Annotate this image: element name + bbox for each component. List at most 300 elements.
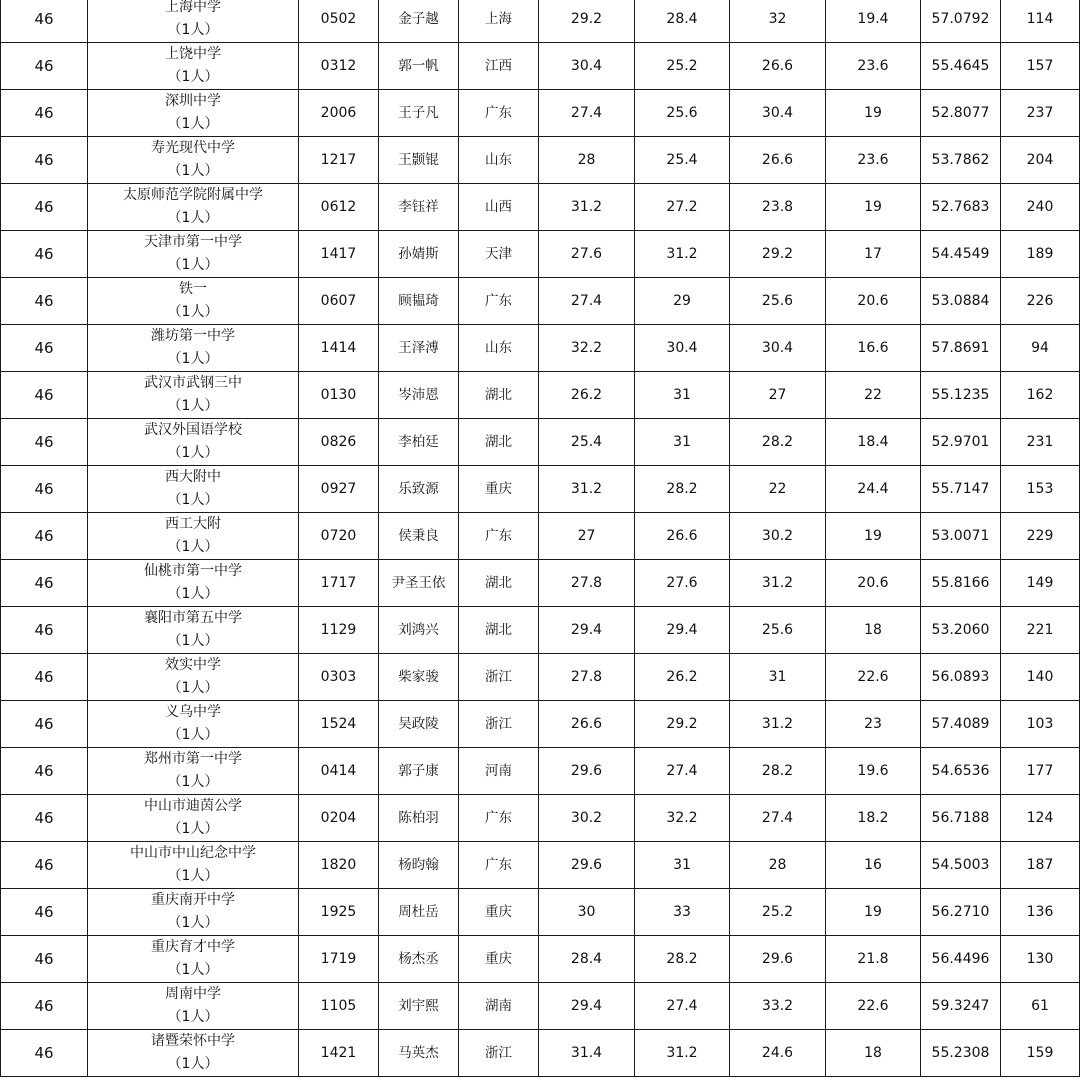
id-cell: 0414 — [299, 748, 379, 795]
student-name-cell: 金子越 — [379, 0, 459, 43]
school-name: 诸暨荣怀中学 — [151, 1033, 235, 1049]
province-cell: 广东 — [459, 90, 539, 137]
school-name: 寿光现代中学 — [151, 140, 235, 156]
id-cell: 2006 — [299, 90, 379, 137]
score-1-cell: 32.2 — [539, 325, 635, 372]
school-cell — [88, 607, 299, 654]
score-3-cell: 24.6 — [730, 1030, 826, 1077]
score-3-cell: 33.2 — [730, 983, 826, 1030]
score-3-cell: 31.2 — [730, 560, 826, 607]
position-cell: 229 — [1001, 513, 1080, 560]
id-cell: 1524 — [299, 701, 379, 748]
score-3-cell: 30.4 — [730, 325, 826, 372]
score-3-cell: 25.6 — [730, 278, 826, 325]
province-cell: 河南 — [459, 748, 539, 795]
total-score-cell: 55.7147 — [921, 466, 1001, 513]
table-row — [1, 842, 1080, 889]
id-cell: 0826 — [299, 419, 379, 466]
table-row — [1, 278, 1080, 325]
school-name: 武汉外国语学校 — [144, 422, 242, 438]
id-cell: 0502 — [299, 0, 379, 43]
province-cell: 山西 — [459, 184, 539, 231]
score-3-cell: 29.6 — [730, 936, 826, 983]
total-score-cell: 55.4645 — [921, 43, 1001, 90]
province-cell: 广东 — [459, 278, 539, 325]
school-name: 太原师范学院附属中学 — [123, 187, 263, 203]
position-cell: 130 — [1001, 936, 1080, 983]
student-name-cell: 杨昀翰 — [379, 842, 459, 889]
school-count: （1人） — [167, 774, 219, 790]
school-count: （1人） — [167, 304, 219, 320]
table-row — [1, 466, 1080, 513]
score-3-cell: 25.6 — [730, 607, 826, 654]
score-1-cell: 27.4 — [539, 90, 635, 137]
table-row — [1, 654, 1080, 701]
id-cell: 1820 — [299, 842, 379, 889]
rank-cell: 46 — [1, 419, 88, 466]
school-cell — [88, 701, 299, 748]
province-cell: 广东 — [459, 795, 539, 842]
school-count: （1人） — [167, 680, 219, 696]
score-3-cell: 29.2 — [730, 231, 826, 278]
score-4-cell: 19.4 — [826, 0, 921, 43]
score-1-cell: 30.4 — [539, 43, 635, 90]
score-2-cell: 26.2 — [635, 654, 730, 701]
school-name: 中山市中山纪念中学 — [130, 845, 256, 861]
score-2-cell: 25.6 — [635, 90, 730, 137]
score-3-cell: 27.4 — [730, 795, 826, 842]
score-3-cell: 30.4 — [730, 90, 826, 137]
student-name-cell: 李钰祥 — [379, 184, 459, 231]
score-4-cell: 24.4 — [826, 466, 921, 513]
school-name: 襄阳市第五中学 — [144, 610, 242, 626]
school-cell — [88, 137, 299, 184]
id-cell: 1421 — [299, 1030, 379, 1077]
student-name-cell: 孙婧斯 — [379, 231, 459, 278]
rank-cell: 46 — [1, 231, 88, 278]
rank-cell: 46 — [1, 278, 88, 325]
score-2-cell: 31.2 — [635, 1030, 730, 1077]
student-name-cell: 王子凡 — [379, 90, 459, 137]
school-cell — [88, 842, 299, 889]
province-cell: 重庆 — [459, 889, 539, 936]
score-3-cell: 30.2 — [730, 513, 826, 560]
total-score-cell: 53.0884 — [921, 278, 1001, 325]
id-cell: 0607 — [299, 278, 379, 325]
score-3-cell: 22 — [730, 466, 826, 513]
table-body — [1, 0, 1080, 1077]
score-3-cell: 28.2 — [730, 748, 826, 795]
score-2-cell: 25.4 — [635, 137, 730, 184]
school-count: （1人） — [167, 539, 219, 555]
table-row — [1, 513, 1080, 560]
school-cell — [88, 43, 299, 90]
rank-cell: 46 — [1, 184, 88, 231]
score-4-cell: 22 — [826, 372, 921, 419]
score-1-cell: 29.6 — [539, 842, 635, 889]
school-cell — [88, 795, 299, 842]
score-1-cell: 28.4 — [539, 936, 635, 983]
school-name: 效实中学 — [165, 657, 221, 673]
school-cell — [88, 560, 299, 607]
score-2-cell: 29 — [635, 278, 730, 325]
table-row — [1, 325, 1080, 372]
score-1-cell: 31.2 — [539, 184, 635, 231]
score-2-cell: 28.2 — [635, 936, 730, 983]
school-count: （1人） — [167, 398, 219, 414]
school-count: （1人） — [167, 1056, 219, 1072]
school-count: （1人） — [167, 492, 219, 508]
position-cell: 237 — [1001, 90, 1080, 137]
score-1-cell: 27.8 — [539, 560, 635, 607]
score-2-cell: 28.2 — [635, 466, 730, 513]
position-cell: 94 — [1001, 325, 1080, 372]
table-row — [1, 231, 1080, 278]
total-score-cell: 53.7862 — [921, 137, 1001, 184]
province-cell: 重庆 — [459, 936, 539, 983]
id-cell: 0312 — [299, 43, 379, 90]
id-cell: 0612 — [299, 184, 379, 231]
total-score-cell: 57.4089 — [921, 701, 1001, 748]
student-name-cell: 尹圣王依 — [379, 560, 459, 607]
score-4-cell: 19 — [826, 90, 921, 137]
position-cell: 187 — [1001, 842, 1080, 889]
table-row — [1, 560, 1080, 607]
school-cell — [88, 419, 299, 466]
position-cell: 231 — [1001, 419, 1080, 466]
position-cell: 221 — [1001, 607, 1080, 654]
student-name-cell: 王泽溥 — [379, 325, 459, 372]
student-name-cell: 李柏廷 — [379, 419, 459, 466]
school-count: （1人） — [167, 868, 219, 884]
school-count: （1人） — [167, 22, 219, 38]
position-cell: 153 — [1001, 466, 1080, 513]
rank-cell: 46 — [1, 560, 88, 607]
total-score-cell: 52.9701 — [921, 419, 1001, 466]
position-cell: 162 — [1001, 372, 1080, 419]
id-cell: 1717 — [299, 560, 379, 607]
school-count: （1人） — [167, 727, 219, 743]
score-2-cell: 27.6 — [635, 560, 730, 607]
school-cell — [88, 936, 299, 983]
score-3-cell: 27 — [730, 372, 826, 419]
score-4-cell: 19.6 — [826, 748, 921, 795]
student-name-cell: 乐致源 — [379, 466, 459, 513]
id-cell: 0927 — [299, 466, 379, 513]
rank-cell: 46 — [1, 795, 88, 842]
rank-cell: 46 — [1, 513, 88, 560]
total-score-cell: 56.2710 — [921, 889, 1001, 936]
rank-cell: 46 — [1, 701, 88, 748]
student-name-cell: 马英杰 — [379, 1030, 459, 1077]
score-1-cell: 27.4 — [539, 278, 635, 325]
rank-cell: 46 — [1, 137, 88, 184]
rank-cell: 46 — [1, 748, 88, 795]
school-name: 武汉市武钢三中 — [144, 375, 242, 391]
id-cell: 0130 — [299, 372, 379, 419]
position-cell: 240 — [1001, 184, 1080, 231]
school-cell — [88, 748, 299, 795]
school-name: 周南中学 — [165, 986, 221, 1002]
score-3-cell: 32 — [730, 0, 826, 43]
school-cell — [88, 983, 299, 1030]
table-row — [1, 701, 1080, 748]
table-row — [1, 372, 1080, 419]
score-1-cell: 30.2 — [539, 795, 635, 842]
rank-cell: 46 — [1, 325, 88, 372]
score-1-cell: 27.6 — [539, 231, 635, 278]
rank-cell: 46 — [1, 889, 88, 936]
score-4-cell: 20.6 — [826, 278, 921, 325]
table-row — [1, 0, 1080, 43]
student-name-cell: 杨杰丞 — [379, 936, 459, 983]
province-cell: 天津 — [459, 231, 539, 278]
province-cell: 重庆 — [459, 466, 539, 513]
score-2-cell: 25.2 — [635, 43, 730, 90]
school-count: （1人） — [167, 821, 219, 837]
rank-cell: 46 — [1, 0, 88, 43]
school-name: 中山市迪茵公学 — [144, 798, 242, 814]
score-3-cell: 31.2 — [730, 701, 826, 748]
school-name: 上饶中学 — [165, 46, 221, 62]
school-name: 西工大附 — [165, 516, 221, 532]
score-2-cell: 26.6 — [635, 513, 730, 560]
position-cell: 157 — [1001, 43, 1080, 90]
province-cell: 广东 — [459, 513, 539, 560]
total-score-cell: 55.2308 — [921, 1030, 1001, 1077]
id-cell: 1105 — [299, 983, 379, 1030]
school-cell — [88, 889, 299, 936]
score-1-cell: 31.2 — [539, 466, 635, 513]
position-cell: 103 — [1001, 701, 1080, 748]
score-4-cell: 23.6 — [826, 43, 921, 90]
school-count: （1人） — [167, 163, 219, 179]
rank-cell: 46 — [1, 43, 88, 90]
score-3-cell: 28.2 — [730, 419, 826, 466]
table-row — [1, 1030, 1080, 1077]
position-cell: 61 — [1001, 983, 1080, 1030]
position-cell: 114 — [1001, 0, 1080, 43]
id-cell: 1417 — [299, 231, 379, 278]
score-1-cell: 28 — [539, 137, 635, 184]
school-cell — [88, 466, 299, 513]
position-cell: 226 — [1001, 278, 1080, 325]
score-4-cell: 18.2 — [826, 795, 921, 842]
total-score-cell: 53.0071 — [921, 513, 1001, 560]
student-name-cell: 柴家骏 — [379, 654, 459, 701]
position-cell: 124 — [1001, 795, 1080, 842]
school-count: （1人） — [167, 351, 219, 367]
school-cell — [88, 1030, 299, 1077]
total-score-cell: 52.8077 — [921, 90, 1001, 137]
school-name: 天津市第一中学 — [144, 234, 242, 250]
score-2-cell: 33 — [635, 889, 730, 936]
score-3-cell: 25.2 — [730, 889, 826, 936]
province-cell: 上海 — [459, 0, 539, 43]
school-name: 铁一 — [179, 281, 207, 297]
score-1-cell: 26.2 — [539, 372, 635, 419]
id-cell: 0720 — [299, 513, 379, 560]
score-2-cell: 27.2 — [635, 184, 730, 231]
school-count: （1人） — [167, 116, 219, 132]
score-4-cell: 23.6 — [826, 137, 921, 184]
school-cell — [88, 372, 299, 419]
score-4-cell: 18 — [826, 607, 921, 654]
score-4-cell: 21.8 — [826, 936, 921, 983]
score-4-cell: 18 — [826, 1030, 921, 1077]
position-cell: 149 — [1001, 560, 1080, 607]
total-score-cell: 52.7683 — [921, 184, 1001, 231]
score-2-cell: 31 — [635, 372, 730, 419]
score-3-cell: 26.6 — [730, 137, 826, 184]
school-cell — [88, 0, 299, 43]
score-4-cell: 18.4 — [826, 419, 921, 466]
province-cell: 湖北 — [459, 419, 539, 466]
id-cell: 1925 — [299, 889, 379, 936]
student-name-cell: 刘鸿兴 — [379, 607, 459, 654]
table-row — [1, 795, 1080, 842]
total-score-cell: 53.2060 — [921, 607, 1001, 654]
score-1-cell: 27.8 — [539, 654, 635, 701]
score-2-cell: 30.4 — [635, 325, 730, 372]
province-cell: 浙江 — [459, 1030, 539, 1077]
table-row — [1, 983, 1080, 1030]
score-3-cell: 28 — [730, 842, 826, 889]
province-cell: 浙江 — [459, 701, 539, 748]
id-cell: 0303 — [299, 654, 379, 701]
score-2-cell: 29.4 — [635, 607, 730, 654]
score-1-cell: 29.6 — [539, 748, 635, 795]
school-count: （1人） — [167, 257, 219, 273]
score-4-cell: 16.6 — [826, 325, 921, 372]
score-2-cell: 27.4 — [635, 983, 730, 1030]
score-1-cell: 29.4 — [539, 983, 635, 1030]
rank-cell: 46 — [1, 842, 88, 889]
position-cell: 204 — [1001, 137, 1080, 184]
province-cell: 湖北 — [459, 372, 539, 419]
school-name: 深圳中学 — [165, 93, 221, 109]
school-cell — [88, 325, 299, 372]
table-row — [1, 90, 1080, 137]
total-score-cell: 57.8691 — [921, 325, 1001, 372]
school-cell — [88, 654, 299, 701]
school-cell — [88, 184, 299, 231]
table-row — [1, 137, 1080, 184]
province-cell: 山东 — [459, 325, 539, 372]
school-count: （1人） — [167, 445, 219, 461]
score-2-cell: 31 — [635, 842, 730, 889]
rank-cell: 46 — [1, 654, 88, 701]
total-score-cell: 54.6536 — [921, 748, 1001, 795]
table-row — [1, 748, 1080, 795]
school-count: （1人） — [167, 915, 219, 931]
school-name: 义乌中学 — [165, 704, 221, 720]
score-2-cell: 31 — [635, 419, 730, 466]
province-cell: 江西 — [459, 43, 539, 90]
rank-cell: 46 — [1, 90, 88, 137]
score-3-cell: 31 — [730, 654, 826, 701]
school-cell — [88, 231, 299, 278]
school-cell — [88, 90, 299, 137]
school-count: （1人） — [167, 1009, 219, 1025]
province-cell: 湖北 — [459, 607, 539, 654]
score-4-cell: 17 — [826, 231, 921, 278]
school-name: 郑州市第一中学 — [144, 751, 242, 767]
table-row — [1, 419, 1080, 466]
score-1-cell: 31.4 — [539, 1030, 635, 1077]
score-4-cell: 22.6 — [826, 983, 921, 1030]
id-cell: 1414 — [299, 325, 379, 372]
score-4-cell: 22.6 — [826, 654, 921, 701]
total-score-cell: 55.1235 — [921, 372, 1001, 419]
school-name: 仙桃市第一中学 — [144, 563, 242, 579]
school-count: （1人） — [167, 962, 219, 978]
total-score-cell: 56.7188 — [921, 795, 1001, 842]
score-2-cell: 31.2 — [635, 231, 730, 278]
position-cell: 189 — [1001, 231, 1080, 278]
student-name-cell: 周杜岳 — [379, 889, 459, 936]
student-name-cell: 吴政陵 — [379, 701, 459, 748]
score-3-cell: 26.6 — [730, 43, 826, 90]
score-1-cell: 27 — [539, 513, 635, 560]
position-cell: 136 — [1001, 889, 1080, 936]
student-name-cell: 郭子康 — [379, 748, 459, 795]
score-2-cell: 27.4 — [635, 748, 730, 795]
total-score-cell: 55.8166 — [921, 560, 1001, 607]
rank-cell: 46 — [1, 936, 88, 983]
student-name-cell: 侯秉良 — [379, 513, 459, 560]
rank-cell: 46 — [1, 983, 88, 1030]
school-name: 上海中学 — [165, 0, 221, 15]
province-cell: 湖北 — [459, 560, 539, 607]
school-count: （1人） — [167, 586, 219, 602]
school-name: 重庆育才中学 — [151, 939, 235, 955]
score-1-cell: 29.4 — [539, 607, 635, 654]
score-4-cell: 19 — [826, 184, 921, 231]
school-name: 潍坊第一中学 — [151, 328, 235, 344]
rank-cell: 46 — [1, 466, 88, 513]
total-score-cell: 54.4549 — [921, 231, 1001, 278]
score-1-cell: 30 — [539, 889, 635, 936]
id-cell: 1217 — [299, 137, 379, 184]
score-2-cell: 28.4 — [635, 0, 730, 43]
score-2-cell: 32.2 — [635, 795, 730, 842]
score-1-cell: 26.6 — [539, 701, 635, 748]
student-name-cell: 王颢锟 — [379, 137, 459, 184]
rank-cell: 46 — [1, 1030, 88, 1077]
province-cell: 广东 — [459, 842, 539, 889]
school-count: （1人） — [167, 210, 219, 226]
score-4-cell: 19 — [826, 889, 921, 936]
province-cell: 山东 — [459, 137, 539, 184]
total-score-cell: 56.4496 — [921, 936, 1001, 983]
id-cell: 0204 — [299, 795, 379, 842]
position-cell: 159 — [1001, 1030, 1080, 1077]
score-1-cell: 29.2 — [539, 0, 635, 43]
school-cell — [88, 278, 299, 325]
score-4-cell: 16 — [826, 842, 921, 889]
table-row — [1, 607, 1080, 654]
student-name-cell: 陈柏羽 — [379, 795, 459, 842]
table-row — [1, 889, 1080, 936]
total-score-cell: 54.5003 — [921, 842, 1001, 889]
school-name: 重庆南开中学 — [151, 892, 235, 908]
school-name: 西大附中 — [165, 469, 221, 485]
position-cell: 140 — [1001, 654, 1080, 701]
province-cell: 浙江 — [459, 654, 539, 701]
score-3-cell: 23.8 — [730, 184, 826, 231]
student-name-cell: 刘宇熙 — [379, 983, 459, 1030]
